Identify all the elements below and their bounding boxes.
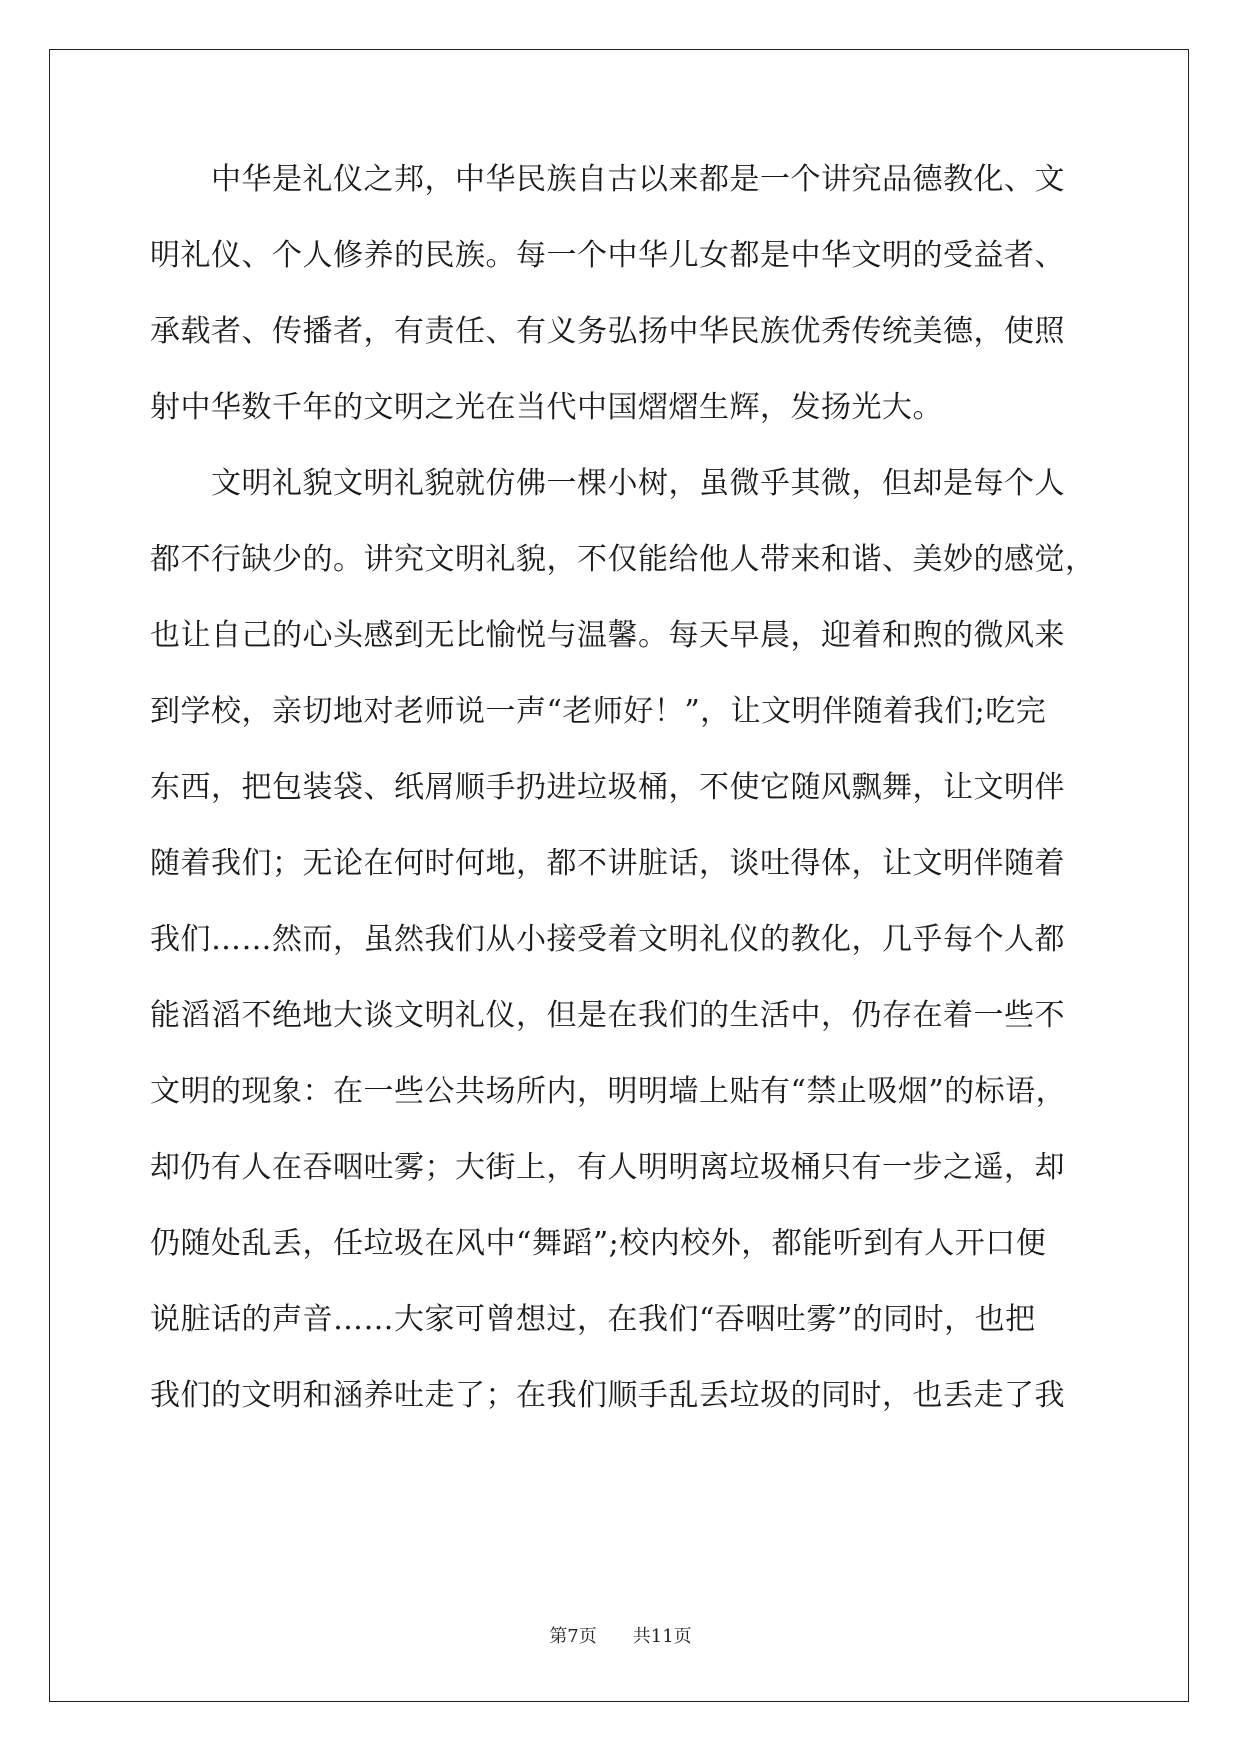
text-line: 能滔滔不绝地大谈文明礼仪，但是在我们的生活中，仍存在着一些不	[150, 998, 1065, 1033]
text-line: 我们……然而，虽然我们从小接受着文明礼仪的教化，几乎每个人都	[150, 922, 1065, 957]
text-line: 明礼仪、个人修养的民族。每一个中华儿女都是中华文明的受益者、	[150, 238, 1065, 273]
text-line: 文明的现象：在一些公共场所内，明明墙上贴有“禁止吸烟”的标语，	[150, 1074, 1067, 1109]
text-line: 却仍有人在吞咽吐雾；大街上，有人明明离垃圾桶只有一步之遥，却	[150, 1150, 1065, 1185]
text-line: 到学校，亲切地对老师说一声“老师好！”，让文明伴随着我们;吃完	[150, 694, 1047, 729]
text-line: 仍随处乱丢，任垃圾在风中“舞蹈”;校内校外，都能听到有人开口便	[150, 1226, 1047, 1261]
text-line: 随着我们；无论在何时何地，都不讲脏话，谈吐得体，让文明伴随着	[150, 846, 1065, 881]
text-line: 东西，把包装袋、纸屑顺手扔进垃圾桶，不使它随风飘舞，让文明伴	[150, 770, 1065, 805]
text-line: 射中华数千年的文明之光在当代中国熠熠生辉，发扬光大。	[150, 390, 943, 425]
document-body	[150, 162, 1096, 1454]
text-line: 我们的文明和涵养吐走了；在我们顺手乱丢垃圾的同时，也丢走了我	[150, 1378, 1065, 1413]
text-line: 都不行缺少的。讲究文明礼貌，不仅能给他人带来和谐、美妙的感觉，	[150, 542, 1096, 577]
text-line: 说脏话的声音……大家可曾想过，在我们“吞咽吐雾”的同时，也把	[150, 1302, 1036, 1337]
text-line: 中华是礼仪之邦，中华民族自古以来都是一个讲究品德教化、文	[150, 162, 1065, 197]
text-line: 也让自己的心头感到无比愉悦与温馨。每天早晨，迎着和煦的微风来	[150, 618, 1065, 653]
page-footer: 第7页 共11页	[549, 1626, 692, 1647]
text-line: 承载者、传播者，有责任、有义务弘扬中华民族优秀传统美德，使照	[150, 314, 1065, 349]
text-line: 文明礼貌文明礼貌就仿佛一棵小树，虽微乎其微，但却是每个人	[150, 466, 1065, 501]
